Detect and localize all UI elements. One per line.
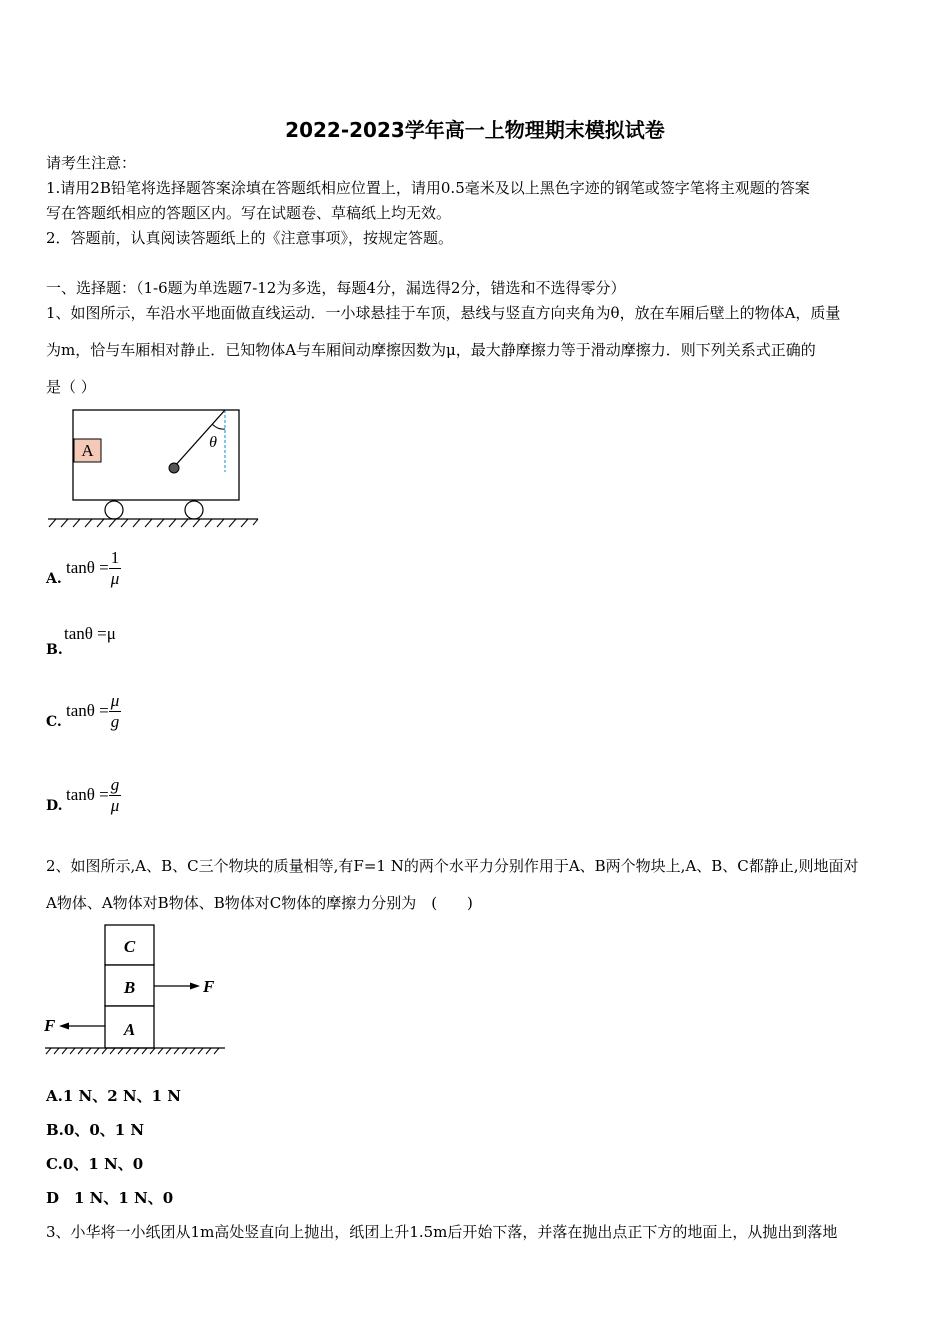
q2-option-d[interactable]: D 1 N、1 N、0 bbox=[46, 1189, 174, 1207]
option-letter: B. bbox=[46, 642, 63, 658]
formula-lhs: tanθ = bbox=[66, 701, 109, 720]
ground-hatching bbox=[49, 519, 258, 527]
q3-stem-line-1: 3、小华将一小纸团从1m高处竖直向上抛出，纸团上升1.5m后开始下落，并落在抛出点正下方的地面上，从抛出到落地 bbox=[46, 1223, 838, 1241]
block-a-label: A bbox=[123, 1020, 136, 1039]
q1-stem-line-3: 是（ ） bbox=[46, 378, 96, 396]
q2-blocks-figure bbox=[42, 920, 228, 1058]
block-c-label: C bbox=[123, 937, 136, 956]
fraction-numerator: g bbox=[109, 775, 122, 796]
force-right-label: F bbox=[203, 977, 215, 996]
suspension-string bbox=[174, 410, 225, 467]
wheel-left bbox=[105, 501, 123, 519]
arrow-head-right-icon bbox=[190, 983, 200, 990]
notice-heading: 请考生注意： bbox=[46, 154, 137, 172]
q2-stem-line-2: A物体、A物体对B物体、B物体对C物体的摩擦力分别为 ( ) bbox=[46, 894, 473, 912]
block-a-label: A bbox=[81, 441, 94, 460]
fraction-denominator: g bbox=[110, 711, 120, 731]
notice-line-1: 1.请用2B铅笔将选择题答案涂填在答题纸相应位置上，请用0.5毫米及以上黑色字迹的钢笔或签字笔将主观题的答案 bbox=[46, 179, 810, 197]
formula-lhs: tanθ = bbox=[66, 558, 109, 577]
section-heading: 一、选择题：（1-6题为单选题7-12为多选，每题4分，漏选得2分，错选和不选得零分） bbox=[46, 279, 626, 297]
q2-option-c[interactable]: C.0、1 N、0 bbox=[46, 1155, 144, 1173]
q1-stem-line-2: 为m，恰与车厢相对静止．已知物体A与车厢间动摩擦因数为μ，最大静摩擦力等于滑动摩擦力．则下列关系式正确的 bbox=[46, 341, 816, 359]
hanging-ball bbox=[169, 463, 179, 473]
arrow-head-left-icon bbox=[59, 1023, 69, 1030]
notice-line-3: 2．答题前，认真阅读答题纸上的《注意事项》，按规定答题。 bbox=[46, 229, 454, 247]
fraction-numerator: μ bbox=[110, 690, 120, 710]
wheel-right bbox=[185, 501, 203, 519]
q2-option-b[interactable]: B.0、0、1 N bbox=[46, 1121, 145, 1139]
option-letter: D. bbox=[46, 798, 63, 814]
formula-lhs: tanθ = bbox=[66, 785, 109, 804]
q1-stem-line-1: 1、如图所示，车沿水平地面做直线运动．一小球悬挂于车顶，悬线与竖直方向夹角为θ，放在车厢后壁上的物体A，质量 bbox=[46, 304, 841, 322]
ground-hatching bbox=[46, 1048, 219, 1054]
force-left-label: F bbox=[44, 1016, 56, 1035]
fraction-denominator: μ bbox=[110, 568, 120, 588]
fraction-denominator: μ bbox=[110, 795, 120, 815]
q2-option-a[interactable]: A.1 N、2 N、1 N bbox=[46, 1087, 181, 1105]
block-b-label: B bbox=[123, 978, 136, 997]
q2-stem-line-1: 2、如图所示,A、B、C三个物块的质量相等,有F=1 N的两个水平力分别作用于A、B两个物块上,A、B、C都静止,则地面对 bbox=[46, 857, 859, 875]
angle-arc bbox=[212, 424, 225, 429]
formula: tanθ =μ bbox=[64, 624, 116, 643]
fraction-numerator: 1 bbox=[109, 548, 122, 569]
option-letter: A. bbox=[46, 571, 62, 587]
theta-label: θ bbox=[209, 434, 217, 451]
notice-line-2: 写在答题纸相应的答题区内。写在试题卷、草稿纸上均无效。 bbox=[46, 204, 452, 222]
option-letter: C. bbox=[46, 714, 62, 730]
q1-cart-figure bbox=[46, 404, 262, 530]
page-title: 2022-2023学年高一上物理期末模拟试卷 bbox=[285, 118, 665, 142]
